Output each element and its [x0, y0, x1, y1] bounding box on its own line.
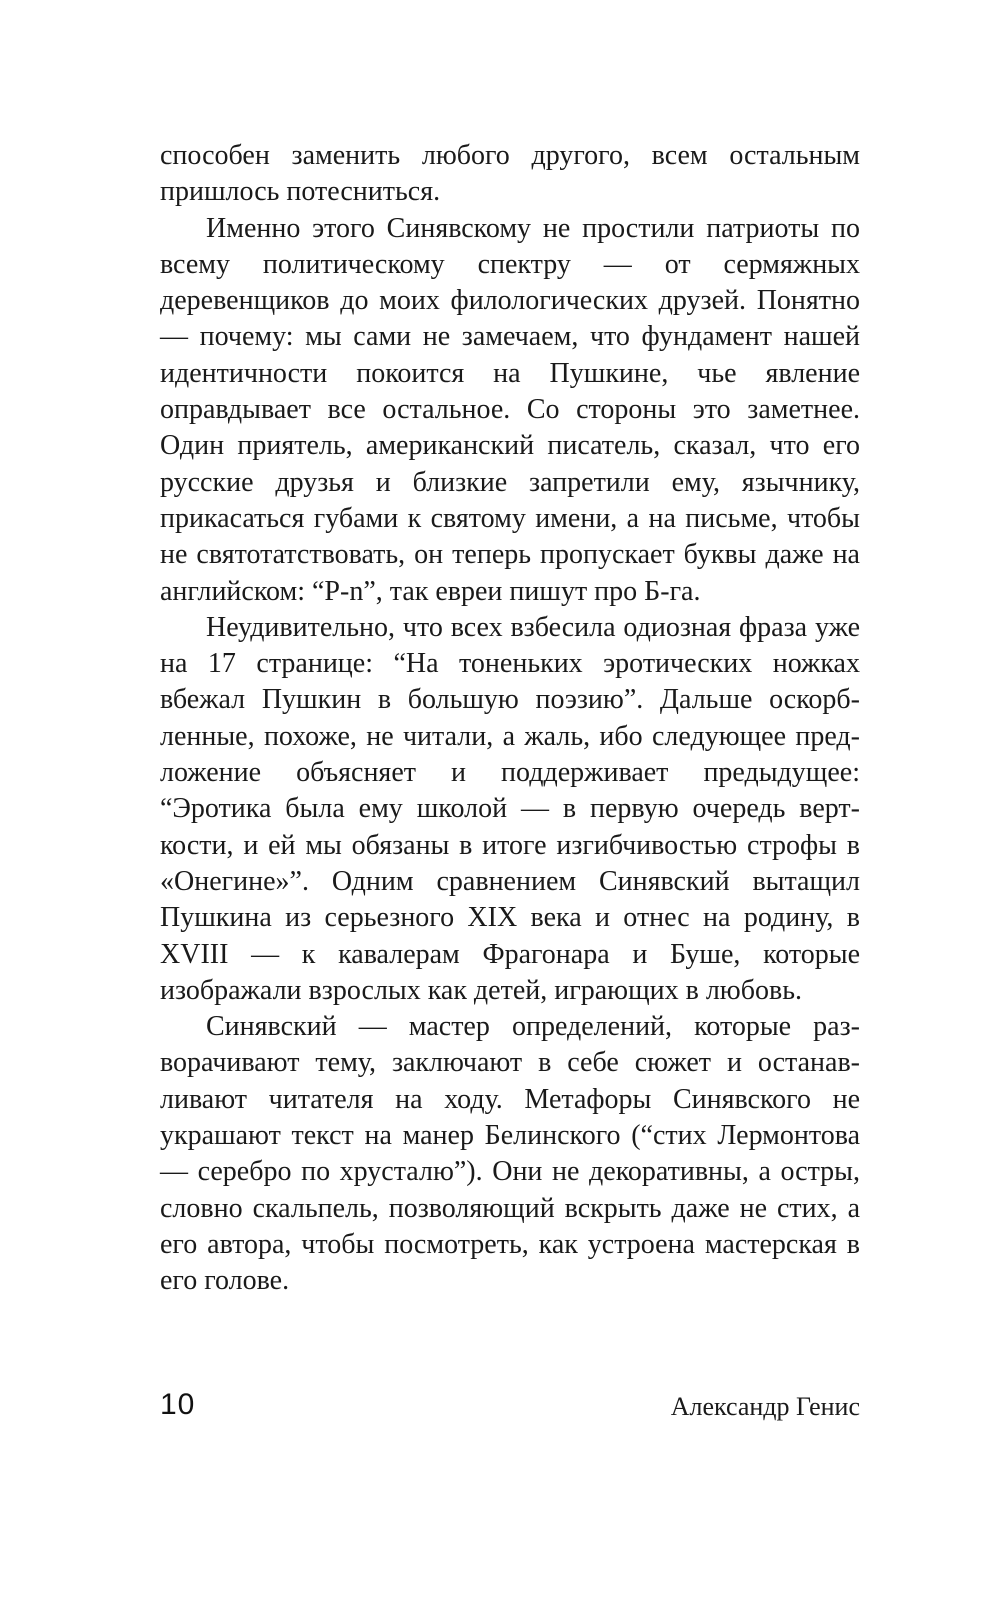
page-number: 10	[160, 1388, 196, 1421]
paragraph-2: Именно этого Синявскому не простили патриоты по всему политическому спектру — от сермяжных деревенщиков до моих филологических друзей. Понятно — почему: мы сами не замечаем, что фундамент нашей идентичности покоится на Пушкине, чье явление оправдывает все остальное. Со стороны это заметнее. Один приятель, американский писатель, сказал, что его русские друзья и близкие запретили ему, язычнику, прикасаться губами к святому имени, а на письме, чтобы не святотатствовать, он теперь пропускает буквы даже на английском: “P-n”, так евреи пишут про Б-га.	[160, 212, 860, 607]
body-text	[160, 138, 860, 1300]
paragraph-3: Неудивительно, что всех взбесила одиозная фраза уже на 17 странице: “На тоненьких эротических ножках вбежал Пушкин в большую поэзию”. Дальше оскорбленные, похоже, не читали, а жаль, ибо следующее предложение объясняет и поддерживает предыдущее: “Эротика была ему школой — в первую очередь верткости, и ей мы обязаны в итоге изгибчивостью строфы в «Онегине»”. Одним сравнением Синявский вытащил Пушкина из серьезного XIX века и отнес на родину, в XVIII — к кавалерам Фрагонара и Буше, которые изображали взрослых как детей, играющих в любовь.	[160, 611, 860, 1006]
paragraph-4: Синявский — мастер определений, которые разворачивают тему, заключают в себе сюжет и останавливают читателя на ходу. Метафоры Синявского не украшают текст на манер Белинского (“стих Лермонтова — серебро по хрусталю”). Они не декоративны, а остры, словно скальпель, позволяющий вскрыть даже не стих, а его автора, чтобы посмотреть, как устроена мастерская в его голове.	[160, 1011, 860, 1297]
page-footer	[160, 1388, 860, 1428]
paragraph-1-continued: способен заменить любого другого, всем остальным пришлось потесниться.	[160, 140, 860, 208]
running-header-author: Александр Генис	[670, 1392, 860, 1421]
